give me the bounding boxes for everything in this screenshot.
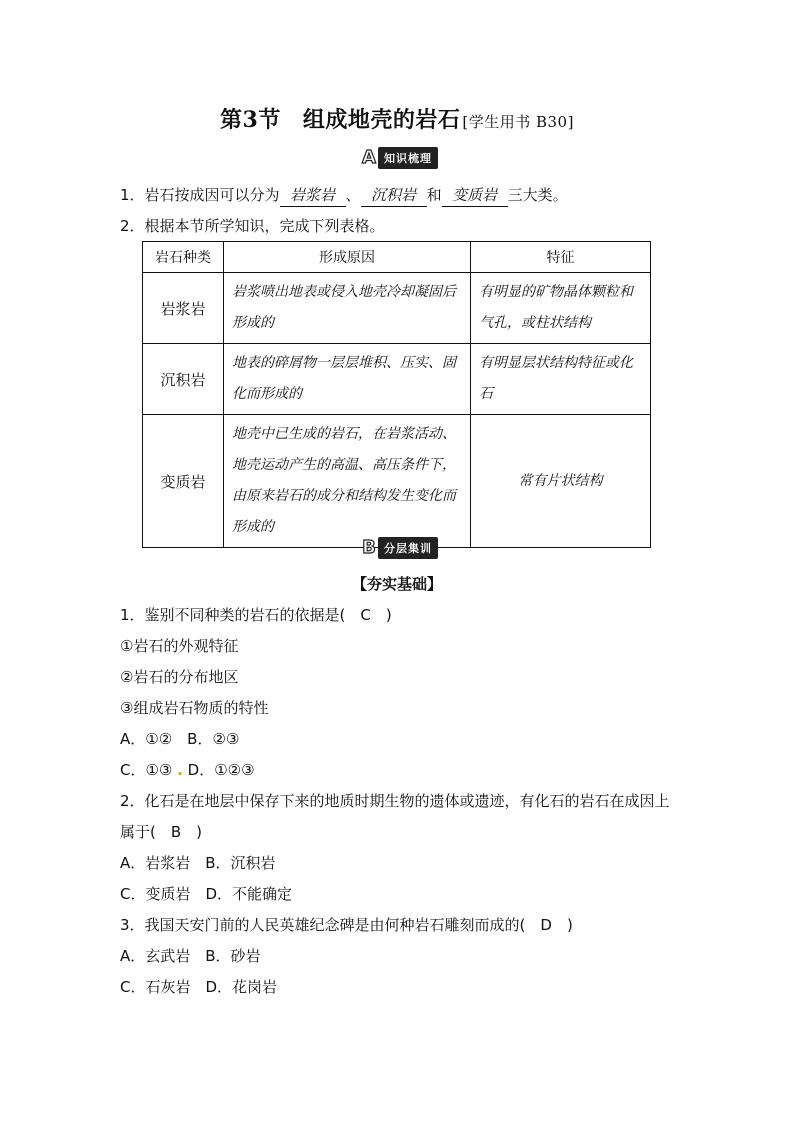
choice-c: C．①③ bbox=[120, 761, 173, 779]
cell-type: 岩浆岩 bbox=[143, 273, 224, 344]
choice-line bbox=[120, 755, 255, 786]
cell-feature: 有明显层状结构特征或化石 bbox=[471, 344, 651, 415]
item1-sep2: 和 bbox=[426, 186, 442, 204]
section-heading: 【夯实基础】 bbox=[351, 575, 442, 593]
option-line: ②岩石的分布地区 bbox=[120, 668, 239, 686]
cell-type: 变质岩 bbox=[143, 415, 224, 548]
choice-line: C．石灰岩 D．花岗岩 bbox=[120, 978, 278, 996]
rock-table bbox=[142, 241, 651, 548]
fill-in-question-1 bbox=[120, 184, 568, 207]
cell-cause: 岩浆喷出地表或侵入地壳冷却凝固后形成的 bbox=[224, 273, 471, 344]
book-reference: [学生用书 B30] bbox=[462, 113, 574, 131]
badge-b-letter: B bbox=[362, 537, 376, 558]
option-line: ①岩石的外观特征 bbox=[120, 637, 239, 655]
choice-line: A．玄武岩 B．砂岩 bbox=[120, 947, 261, 965]
cell-feature: 有明显的矿物晶体颗粒和气孔，或柱状结构 bbox=[471, 273, 651, 344]
header-feature: 特征 bbox=[471, 242, 651, 273]
item1-suffix: 三大类。 bbox=[507, 186, 568, 204]
question-2-prompt: 2．根据本节所学知识，完成下列表格。 bbox=[120, 217, 385, 235]
question-3: 3．我国天安门前的人民英雄纪念碑是由何种岩石雕刻而成的( D ) bbox=[120, 916, 573, 934]
badge-a-letter: A bbox=[362, 147, 376, 168]
mark-dot: . bbox=[177, 761, 183, 779]
table-row bbox=[143, 344, 651, 415]
blank-1: 岩浆岩 bbox=[280, 184, 346, 207]
cell-cause: 地壳中已生成的岩石，在岩浆活动、地壳运动产生的高温、高压条件下，由原来岩石的成分和结构发生变化而形成的 bbox=[224, 415, 471, 548]
table-row bbox=[143, 273, 651, 344]
question-1: 1．鉴别不同种类的岩石的依据是( C ) bbox=[120, 606, 392, 624]
header-type: 岩石种类 bbox=[143, 242, 224, 273]
option-line: ③组成岩石物质的特性 bbox=[120, 699, 269, 717]
badge-b-label: 分层集训 bbox=[378, 537, 438, 559]
cell-type: 沉积岩 bbox=[143, 344, 224, 415]
question-2: 2．化石是在地层中保存下来的地质时期生物的遗体或遗迹，有化石的岩石在成因上属于( B ) bbox=[120, 792, 670, 841]
cell-feature: 常有片状结构 bbox=[471, 415, 651, 548]
page-title bbox=[0, 103, 794, 134]
cell-cause: 地表的碎屑物一层层堆积、压实、固化而形成的 bbox=[224, 344, 471, 415]
badge-a-label: 知识梳理 bbox=[378, 147, 438, 169]
choice-d: D．①②③ bbox=[187, 761, 255, 779]
knowledge-review-badge bbox=[356, 147, 438, 169]
item1-prefix: 1．岩石按成因可以分为 bbox=[120, 186, 280, 204]
blank-3: 变质岩 bbox=[442, 184, 508, 207]
choice-line: C．变质岩 D．不能确定 bbox=[120, 885, 293, 903]
section-name: 组成地壳的岩石 bbox=[302, 107, 461, 133]
table-header-row bbox=[143, 242, 651, 273]
item1-sep1: 、 bbox=[345, 186, 361, 204]
section-number: 第3节 bbox=[220, 107, 281, 133]
table-row bbox=[143, 415, 651, 548]
choice-line: A．岩浆岩 B．沉积岩 bbox=[120, 854, 276, 872]
choice-line: A．①② B．②③ bbox=[120, 730, 240, 748]
header-cause: 形成原因 bbox=[224, 242, 471, 273]
blank-2: 沉积岩 bbox=[361, 184, 427, 207]
layered-training-badge bbox=[356, 537, 438, 559]
